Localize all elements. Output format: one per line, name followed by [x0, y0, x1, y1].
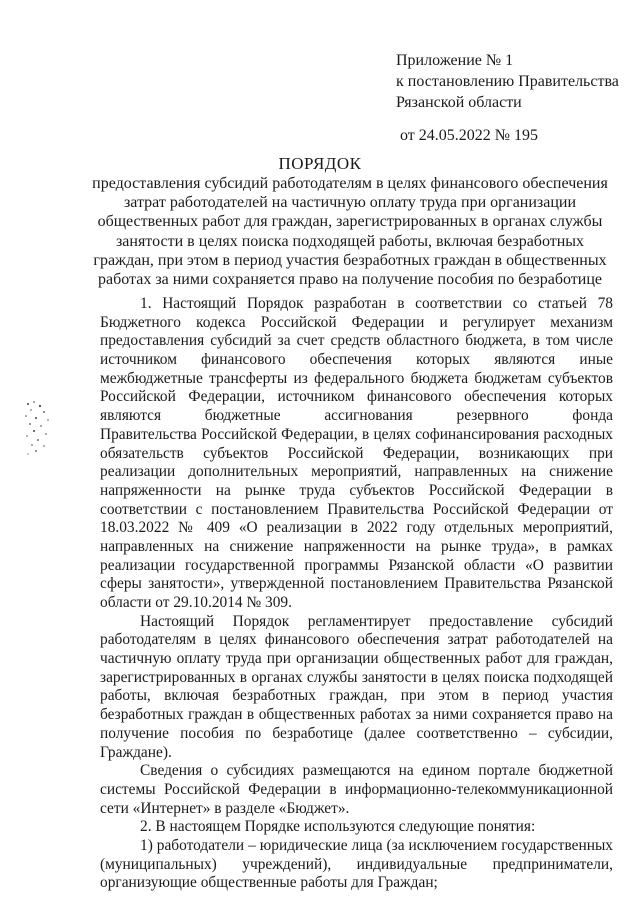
body-line: реализации дополнительных мероприятий, направленных на снижение	[100, 463, 613, 481]
body-line: 18.03.2022 № 409 «О реализации в 2022 году отдельных мероприятий,	[100, 519, 613, 537]
document-title: ПОРЯДОК	[278, 154, 362, 173]
body-line: организующие общественные работы для Граждан;	[100, 874, 438, 892]
body-line: напряженности на рынке труда субъектов Российской Федерации в	[100, 481, 613, 499]
body-line: реализации государственной программы Рязанской области «О развитии	[100, 556, 613, 574]
body-line: Российской Федерации, источником финансового обеспечения которых	[100, 388, 613, 406]
subtitle-line: общественных работ для граждан, зарегистрированных в органах службы	[97, 213, 603, 231]
body-line: безработных граждан в общественных работах за ними сохраняется право на	[100, 706, 613, 724]
annex-number: Приложение № 1	[396, 52, 514, 69]
subtitle-line: занятости в целях поиска подходящей работы, включая безработных	[115, 232, 585, 250]
body-line: Правительства Российской Федерации, в целях софинансирования расходных	[100, 425, 613, 443]
body-line: предоставления субсидий за счет средств областного бюджета, в том числе	[100, 332, 613, 350]
body-line: работы, включая безработных граждан, при этом в период участия	[100, 687, 613, 705]
body-line: Граждане).	[100, 743, 172, 761]
body-line: Сведения о субсидиях размещаются на едином портале бюджетной	[140, 762, 613, 780]
body-line: работодателям в целях финансового обеспечения затрат работодателей на	[100, 631, 613, 649]
body-line: системы Российской Федерации в информационно-телекоммуникационной	[100, 780, 613, 798]
body-line: направленных на снижение напряженности на рынке труда», в рамках	[100, 537, 613, 555]
body-line: сети «Интернет» в разделе «Бюджет».	[100, 799, 350, 817]
document-subtitle	[88, 174, 612, 289]
subtitle-line: работах за ними сохраняется право на получение пособия по безработице	[98, 271, 602, 289]
annex-resolution-ref: к постановлению Правительства	[396, 73, 619, 90]
body-line: обязательств субъектов Российской Федерации, возникающих при	[100, 444, 613, 462]
body-line: зарегистрированных в органах службы занятости в целях поиска подходящей	[100, 668, 613, 686]
body-line: (муниципальных) учреждений), индивидуальные предприниматели,	[100, 855, 613, 873]
body-line: межбюджетные трансферты из федерального бюджета бюджетам субъектов	[100, 369, 613, 387]
annex-region: Рязанской области	[396, 94, 522, 111]
body-line: Настоящий Порядок регламентирует предоставление субсидий	[140, 612, 613, 630]
body-line: Бюджетного кодекса Российской Федерации и регулирует механизм	[100, 313, 613, 331]
ink-stamp-mark	[22, 398, 54, 458]
annex-block	[396, 50, 619, 146]
subtitle-line: предоставления субсидий работодателям в целях финансового обеспечения	[92, 175, 608, 192]
body-line: получение пособия по безработице (далее соответственно – субсидии,	[100, 724, 613, 742]
body-line: сферы занятости», утвержденной постановлением Правительства Рязанской	[100, 575, 613, 593]
body-line: являются бюджетные ассигнования резервного фонда	[100, 407, 613, 425]
body-line: частичную оплату труда при организации общественных работ для граждан,	[100, 650, 613, 668]
annex-date: от 24.05.2022 № 195	[400, 127, 539, 144]
document-body	[100, 295, 613, 893]
body-line: 1. Настоящий Порядок разработан в соответствии со статьей 78	[140, 295, 613, 312]
subtitle-line: граждан, при этом в период участия безработных граждан в общественных	[93, 251, 607, 269]
subtitle-line: затрат работодателей на частичную оплату труда при организации	[123, 194, 577, 212]
body-line: соответствии с постановлением Правительства Российской Федерации от	[100, 500, 613, 518]
body-line: источником финансового обеспечения которых являются иные	[100, 351, 613, 369]
body-line: 1) работодатели – юридические лица (за исключением государственных	[140, 836, 613, 854]
body-line: области от 29.10.2014 № 309.	[100, 594, 292, 611]
body-line: 2. В настоящем Порядке используются следующие понятия:	[140, 818, 536, 836]
